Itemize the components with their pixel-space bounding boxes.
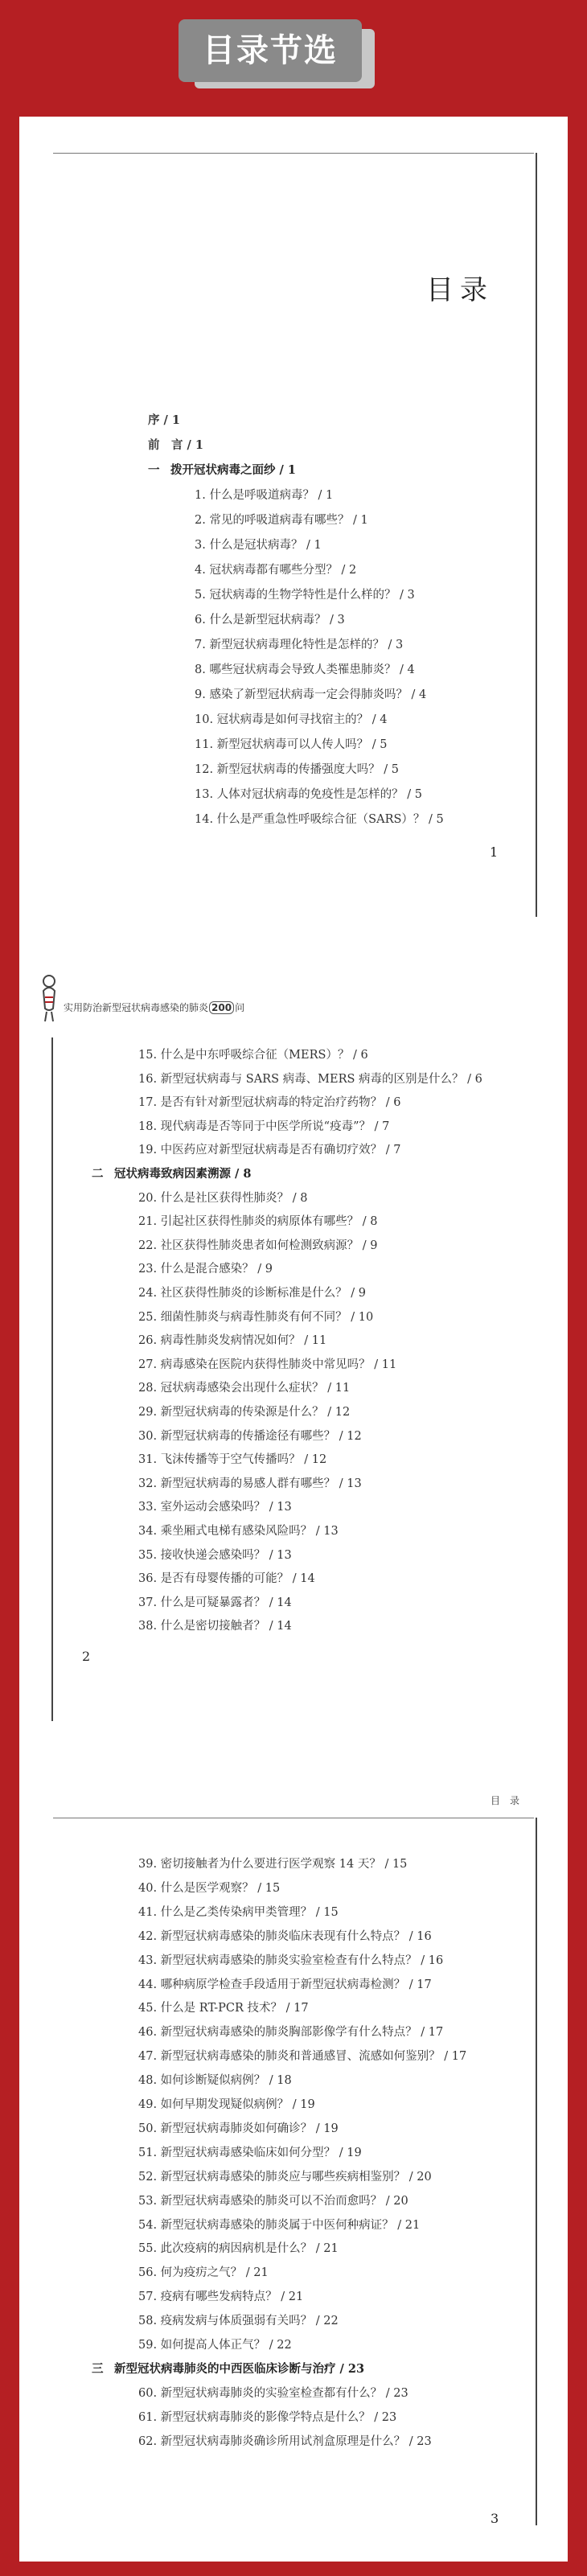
- running-head: 目 录: [490, 1795, 519, 1806]
- section-number: 二: [92, 1167, 104, 1181]
- toc-entry: 59. 如何提高人体正气？ / 22: [138, 2339, 292, 2352]
- toc-entry: 41. 什么是乙类传染病甲类管理？ / 15: [138, 1905, 339, 1919]
- toc-entry: 12. 新型冠状病毒的传播强度大吗？ / 5: [195, 763, 399, 776]
- toc-entry: 50. 新型冠状病毒肺炎如何确诊？ / 19: [138, 2122, 339, 2135]
- page-number: 2: [82, 1649, 91, 1664]
- toc-entry: 5. 冠状病毒的生物学特性是什么样的？ / 3: [195, 589, 415, 602]
- toc-entry: 47. 新型冠状病毒感染的肺炎和普通感冒、流感如何鉴别？ / 17: [138, 2050, 467, 2064]
- toc-entry: 18. 现代病毒是否等同于中医学所说“疫毒”？ / 7: [138, 1120, 390, 1133]
- toc-front-matter: 前 言 / 1: [148, 438, 203, 452]
- toc-entry: 56. 何为疫疠之气？ / 21: [138, 2266, 269, 2280]
- toc-entry: 54. 新型冠状病毒感染的肺炎属于中医何种病证？ / 21: [138, 2218, 421, 2232]
- toc-entry: 46. 新型冠状病毒感染的肺炎胸部影像学有什么特点？ / 17: [138, 2026, 444, 2040]
- section-title: 新型冠状病毒肺炎的中西医临床诊断与治疗 / 23: [114, 2361, 365, 2376]
- toc-page-2: [19, 949, 568, 1753]
- side-rule: [536, 1818, 537, 2525]
- toc-entry: 15. 什么是中东呼吸综合征（MERS）？ / 6: [138, 1049, 368, 1062]
- running-head-text: 实用防治新型冠状病毒感染的肺炎: [64, 1002, 209, 1013]
- toc-page-3: [19, 1745, 568, 2562]
- toc-section-heading: [92, 1165, 252, 1181]
- toc-entry: 11. 新型冠状病毒可以人传人吗？ / 5: [195, 738, 388, 751]
- toc-entry: 4. 冠状病毒都有哪些分型？ / 2: [195, 564, 357, 577]
- toc-entry: 1. 什么是呼吸道病毒？ / 1: [195, 489, 334, 502]
- toc-entry: 39. 密切接触者为什么要进行医学观察 14 天？ / 15: [138, 1858, 408, 1871]
- running-head-number: 200: [209, 1001, 234, 1014]
- toc-entry: 9. 感染了新型冠状病毒一定会得肺炎吗？ / 4: [195, 688, 427, 701]
- running-head-suffix: 问: [235, 1002, 245, 1013]
- toc-entry: 25. 细菌性肺炎与病毒性肺炎有何不同？ / 10: [138, 1310, 374, 1324]
- toc-entry: 7. 新型冠状病毒理化特性是怎样的？ / 3: [195, 639, 404, 651]
- toc-entry: 23. 什么是混合感染？ / 9: [138, 1263, 273, 1276]
- toc-entry: 31. 飞沫传播等于空气传播吗？ / 12: [138, 1453, 327, 1467]
- toc-entry: 10. 冠状病毒是如何寻找宿主的？ / 4: [195, 713, 388, 726]
- toc-entry: 16. 新型冠状病毒与 SARS 病毒、MERS 病毒的区别是什么？ / 6: [138, 1072, 482, 1086]
- toc-entry: 35. 接收快递会感染吗？ / 13: [138, 1548, 292, 1562]
- excerpt-banner: [179, 19, 362, 82]
- toc-entry: 60. 新型冠状病毒肺炎的实验室检查都有什么？ / 23: [138, 2386, 408, 2400]
- toc-entry: 3. 什么是冠状病毒？ / 1: [195, 539, 322, 552]
- section-number: 三: [92, 2361, 104, 2376]
- toc-entry: 17. 是否有针对新型冠状病毒的特定治疗药物？ / 6: [138, 1096, 401, 1110]
- toc-entry: 32. 新型冠状病毒的易感人群有哪些？ / 13: [138, 1477, 362, 1490]
- toc-entry: 43. 新型冠状病毒感染的肺炎实验室检查有什么特点？ / 16: [138, 1954, 444, 1967]
- book-logo-icon: [34, 973, 64, 1025]
- toc-entry: 57. 疫病有哪些发病特点？ / 21: [138, 2290, 304, 2304]
- toc-section-heading: [92, 2360, 365, 2377]
- toc-entry: 8. 哪些冠状病毒会导致人类罹患肺炎？ / 4: [195, 664, 415, 676]
- toc-page-1: [19, 117, 568, 957]
- toc-entry: 61. 新型冠状病毒肺炎的影像学特点是什么？ / 23: [138, 2410, 397, 2424]
- toc-front-matter: 序 / 1: [148, 413, 180, 427]
- toc-entry: 2. 常见的呼吸道病毒有哪些？ / 1: [195, 514, 368, 527]
- toc-entry: 62. 新型冠状病毒肺炎确诊所用试剂盒原理是什么？ / 23: [138, 2434, 432, 2448]
- toc-entry: 28. 冠状病毒感染会出现什么症状？ / 11: [138, 1382, 351, 1395]
- page-number: 3: [491, 2511, 499, 2526]
- banner-title: 目录节选: [203, 32, 338, 69]
- toc-entry: 36. 是否有母婴传播的可能？ / 14: [138, 1572, 315, 1586]
- toc-entry: 21. 引起社区获得性肺炎的病原体有哪些？ / 8: [138, 1215, 378, 1229]
- toc-entry: 55. 此次疫病的病因病机是什么？ / 21: [138, 2242, 339, 2256]
- toc-entry: 14. 什么是严重急性呼吸综合征（SARS）？ / 5: [195, 813, 444, 826]
- section-number: 一: [148, 463, 160, 477]
- toc-entry: 34. 乘坐厢式电梯有感染风险吗？ / 13: [138, 1525, 339, 1538]
- toc-entry: 45. 什么是 RT-PCR 技术？ / 17: [138, 2002, 309, 2015]
- page-title: 目录: [426, 274, 494, 306]
- section-title: 拨开冠状病毒之面纱 / 1: [170, 463, 296, 477]
- side-rule: [51, 1037, 53, 1721]
- toc-entry: 19. 中医药应对新型冠状病毒是否有确切疗效？ / 7: [138, 1144, 401, 1157]
- toc-entry: 42. 新型冠状病毒感染的肺炎临床表现有什么特点？ / 16: [138, 1929, 432, 1943]
- side-rule: [536, 153, 537, 917]
- toc-entry: 49. 如何早期发现疑似病例？ / 19: [138, 2098, 315, 2111]
- running-head: [64, 1000, 244, 1014]
- toc-entry: 40. 什么是医学观察？ / 15: [138, 1881, 281, 1895]
- toc-entry: 37. 什么是可疑暴露者？ / 14: [138, 1596, 292, 1609]
- toc-entry: 26. 病毒性肺炎发病情况如何？ / 11: [138, 1334, 327, 1348]
- toc-entry: 53. 新型冠状病毒感染的肺炎可以不治而愈吗？ / 20: [138, 2194, 408, 2208]
- toc-entry: 13. 人体对冠状病毒的免疫性是怎样的？ / 5: [195, 788, 422, 801]
- toc-entry: 22. 社区获得性肺炎患者如何检测致病源？ / 9: [138, 1239, 378, 1252]
- toc-entry: 24. 社区获得性肺炎的诊断标准是什么？ / 9: [138, 1287, 366, 1300]
- toc-entry: 33. 室外运动会感染吗？ / 13: [138, 1501, 292, 1514]
- toc-entry: 52. 新型冠状病毒感染的肺炎应与哪些疾病相鉴别？ / 20: [138, 2170, 432, 2184]
- toc-section-heading: [148, 461, 296, 478]
- toc-entry: 38. 什么是密切接触者？ / 14: [138, 1620, 292, 1633]
- toc-entry: 48. 如何诊断疑似病例？ / 18: [138, 2074, 292, 2088]
- toc-entry: 29. 新型冠状病毒的传染源是什么？ / 12: [138, 1406, 351, 1419]
- toc-entry: 44. 哪种病原学检查手段适用于新型冠状病毒检测？ / 17: [138, 1978, 432, 1991]
- toc-entry: 27. 病毒感染在医院内获得性肺炎中常见吗？ / 11: [138, 1358, 397, 1371]
- toc-entry: 58. 疫病发病与体质强弱有关吗？ / 22: [138, 2315, 339, 2328]
- top-rule: [53, 153, 534, 154]
- toc-entry: 51. 新型冠状病毒感染临床如何分型？ / 19: [138, 2146, 362, 2159]
- page-number: 1: [490, 844, 499, 860]
- toc-entry: 6. 什么是新型冠状病毒？ / 3: [195, 614, 345, 627]
- toc-entry: 30. 新型冠状病毒的传播途径有哪些？ / 12: [138, 1429, 362, 1443]
- section-title: 冠状病毒致病因素溯源 / 8: [114, 1167, 252, 1181]
- toc-entry: 20. 什么是社区获得性肺炎？ / 8: [138, 1191, 308, 1205]
